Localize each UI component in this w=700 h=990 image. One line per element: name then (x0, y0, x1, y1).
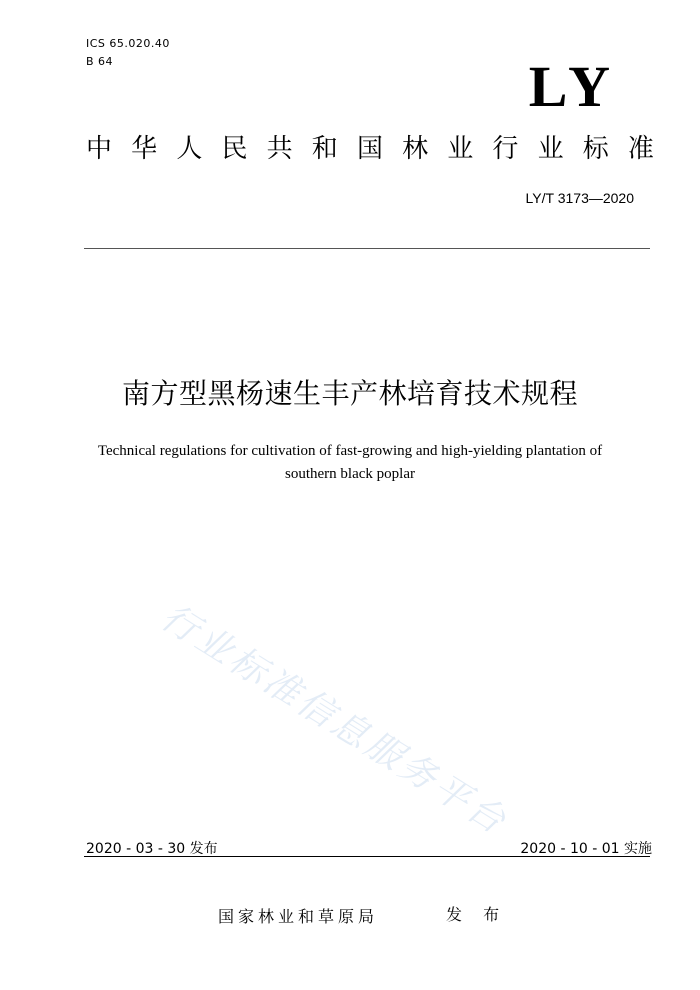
issuing-authority: 国家林业和草原局 (218, 907, 379, 926)
header-divider (84, 248, 650, 249)
industry-title-char: 和 (311, 134, 338, 164)
industry-title-char: 林 (402, 134, 429, 164)
ly-logo: LY (528, 54, 616, 119)
document-title-en-line-1: Technical regulations for cultivation of fast-growing and high-yielding plantation of (97, 443, 603, 459)
industry-title-char: 业 (537, 134, 564, 164)
document-title-en-line-2: southern black poplar (285, 466, 415, 482)
industry-title-char: 人 (176, 134, 203, 164)
industry-title-char: 业 (447, 134, 474, 164)
publish-date: 2020 - 03 - 30 发布 (86, 841, 218, 857)
industry-title-char: 共 (266, 134, 293, 164)
industry-title-char: 华 (131, 134, 158, 164)
ics-code: ICS 65.020.40 (86, 37, 170, 50)
issue-label: 发 布 (446, 905, 508, 924)
industry-title-char: 标 (582, 134, 609, 164)
industry-title-char: 民 (221, 134, 248, 164)
implement-date: 2020 - 10 - 01 实施 (520, 841, 652, 857)
industry-title-char: 中 (86, 134, 113, 164)
document-title-cn: 南方型黑杨速生丰产林培育技术规程 (121, 377, 578, 410)
industry-title-char: 行 (492, 134, 519, 164)
industry-standard-title (86, 136, 654, 162)
standard-number: LY/T 3173—2020 (525, 190, 634, 206)
document-title-en (40, 440, 660, 486)
watermark: 行业标准信息服务平台 (154, 596, 515, 844)
industry-title-char: 准 (627, 134, 654, 164)
industry-title-char: 国 (356, 134, 383, 164)
footer-divider (84, 856, 650, 857)
ccs-code: B 64 (86, 55, 114, 68)
